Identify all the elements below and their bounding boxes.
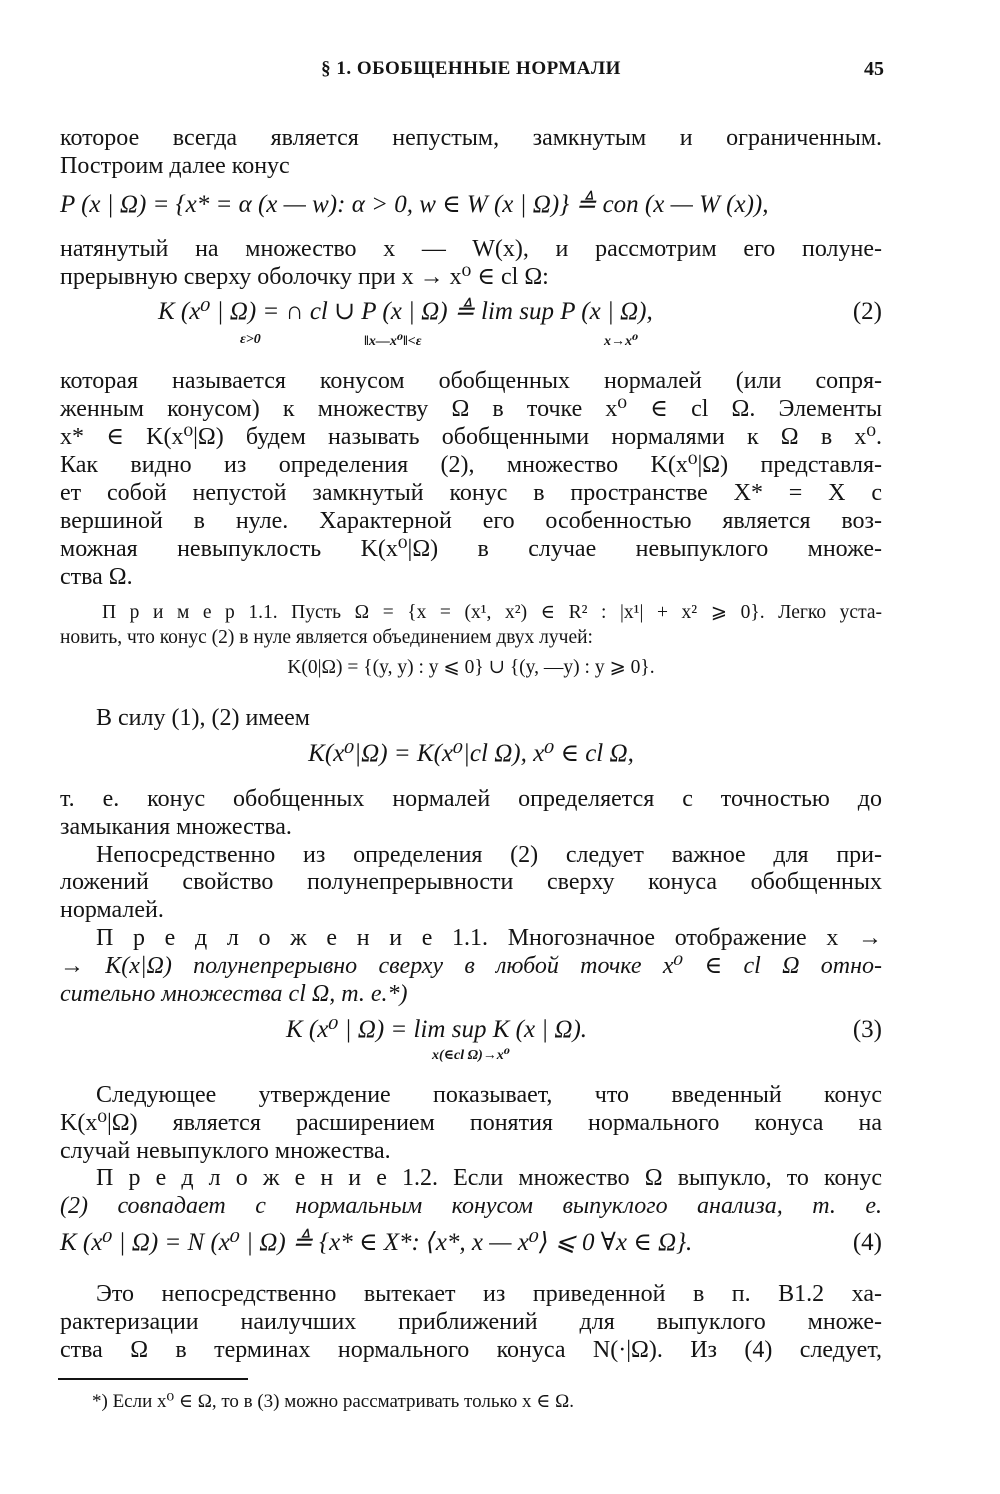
proposition-line: П р е д л о ж е н и е 1.2. Если множество Ω выпукло, то конус [96,1165,882,1191]
equation-line: K(x⁰|Ω) = K(x⁰|cl Ω), x⁰ ∈ cl Ω, [308,740,634,767]
equation-line-4 [60,1229,882,1257]
text-line: x* ∈ K(x⁰|Ω) будем называть обобщенными нормалями к Ω в x⁰. [60,424,882,450]
text-line: ства Ω. [60,564,133,590]
text-line: которая называется конусом обобщенных нормалей (или сопря- [60,368,882,394]
text-line: прерывную сверху оболочку при x → x⁰ ∈ cl Ω: [60,264,549,290]
text-line: ства Ω в терминах нормального конуса N(·|Ω). Из (4) следует, [60,1337,882,1363]
text-line: которое всегда является непустым, замкнутым и ограниченным. [60,125,882,151]
text-line: случай невыпуклого множества. [60,1138,391,1164]
text-line: рактеризации наилучших приближений для выпуклого множе- [60,1309,882,1335]
text-line: Непосредственно из определения (2) следует важное для при- [96,842,882,868]
text-line: В силу (1), (2) имеем [96,705,310,731]
text-line: вершиной в нуле. Характерной его особенностью является воз- [60,508,882,534]
equation-3-body: K (x⁰ | Ω) = lim sup K (x | Ω). [286,1016,588,1043]
footnote-rule [58,1378,248,1380]
equation-line-2 [60,298,882,326]
proposition-line: (2) совпадает с нормальным конусом выпуклого анализа, т. е. [60,1193,882,1219]
subscript-limit-3: x(∈cl Ω)→x⁰ [432,1048,510,1063]
equation-line: P (x | Ω) = {x* = α (x — w): α > 0, w ∈ W (x | Ω)} ≜ con (x — W (x)), [60,191,769,218]
subscript-epsilon: ε>0 [240,332,261,347]
page-number: 45 [864,58,884,80]
text-line: ложений свойство полунепрерывности сверху конуса обобщенных [60,869,882,895]
equation-line-3 [60,1016,882,1044]
text-line: можная невыпуклость K(x⁰|Ω) в случае невыпуклого множе- [60,536,882,562]
text-line: Это непосредственно вытекает из приведенной в п. B1.2 ха- [96,1281,882,1307]
text-line: Как видно из определения (2), множество K(x⁰|Ω) представля- [60,452,882,478]
text-line: нормалей. [60,897,164,923]
text-line: Построим далее конус [60,153,290,179]
equation-number-3: (3) [852,1016,882,1043]
text-line: замыкания множества. [60,814,292,840]
subscript-limit: x→x⁰ [604,334,639,349]
footnote: *) Если x⁰ ∈ Ω, то в (3) можно рассматривать только x ∈ Ω. [92,1391,574,1412]
equation-4-body: K (x⁰ | Ω) = N (x⁰ | Ω) ≜ {x* ∈ X*: ⟨x*, x — x⁰⟩ ⩽ 0 ∀x ∈ Ω}. [60,1229,693,1256]
equation-number-4: (4) [852,1229,882,1256]
text-line: ет собой непустой замкнутый конус в пространстве X* = X с [60,480,882,506]
subscript-norm: ‖x—x⁰‖<ε [364,334,422,349]
equation-2-body: K (x⁰ | Ω) = ∩ cl ∪ P (x | Ω) ≜ lim sup P (x | Ω), [158,298,653,325]
example-formula: K(0|Ω) = {(y, y) : y ⩽ 0} ∪ {(y, —y) : y ⩾ 0}. [287,657,655,678]
proposition-line: сительно множества cl Ω, т. е.*) [60,981,408,1007]
page-header [58,58,884,90]
example-line: новить, что конус (2) в нуле является объединением двух лучей: [60,627,593,648]
text-line: K(x⁰|Ω) является расширением понятия нормального конуса на [60,1110,882,1136]
proposition-line: → K(x|Ω) полунепрерывно сверху в любой точке x⁰ ∈ cl Ω отно- [60,953,882,979]
equation-number-2: (2) [852,298,882,325]
example-line: П р и м е р 1.1. Пусть Ω = {x = (x¹, x²) ∈ R² : |x¹| + x² ⩾ 0}. Легко уста- [102,602,882,623]
text-line: женным конусом) к множеству Ω в точке x⁰ ∈ cl Ω. Элементы [60,396,882,422]
text-line: натянутый на множество x — W(x), и рассмотрим его полуне- [60,236,882,262]
text-line: т. е. конус обобщенных нормалей определяется с точностью до [60,786,882,812]
proposition-line: П р е д л о ж е н и е 1.1. Многозначное отображение x → [96,925,882,951]
running-head: § 1. ОБОБЩЕННЫЕ НОРМАЛИ [321,58,621,79]
text-line: Следующее утверждение показывает, что введенный конус [96,1082,882,1108]
